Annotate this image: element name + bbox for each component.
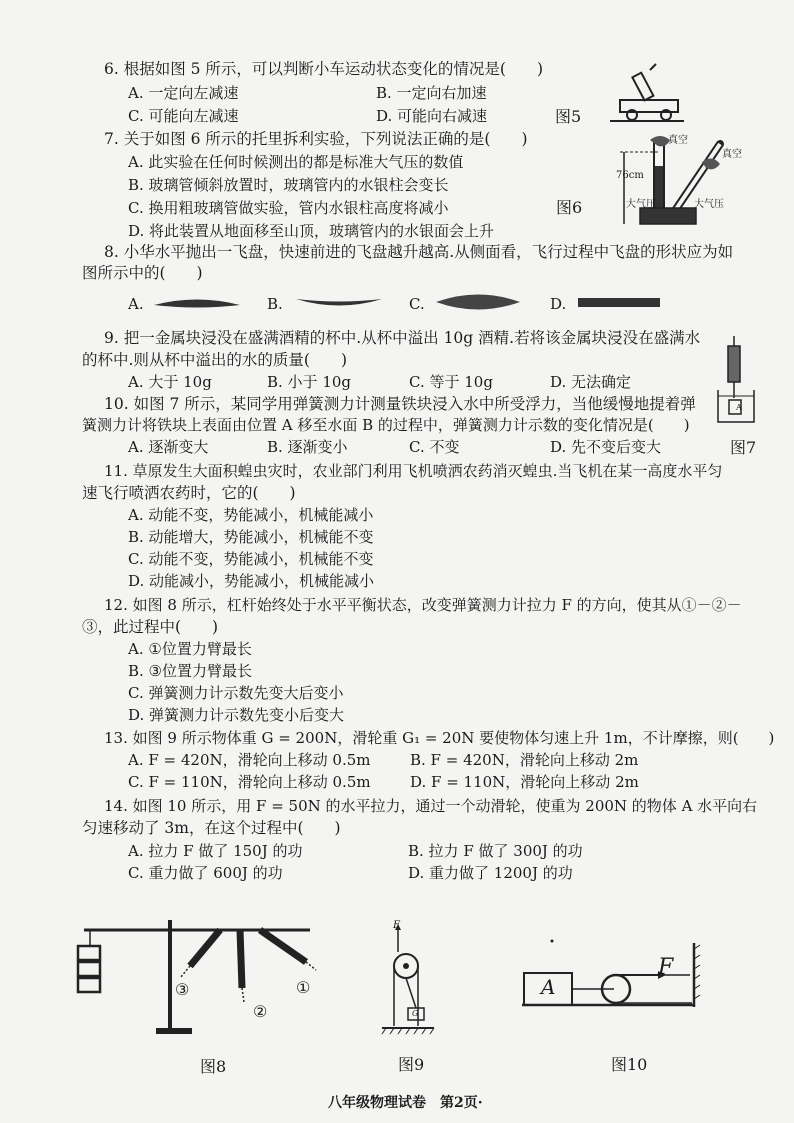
q14-option-a: A. 拉力 F 做了 150J 的功 (128, 842, 303, 860)
fig6-atm-label-left: 大气压 (626, 199, 656, 210)
q8-option-a: A. (128, 295, 144, 313)
q13-option-c: C. F = 110N，滑轮向上移动 0.5m (128, 773, 371, 791)
figure-5-label: 图5 (555, 107, 582, 126)
fig6-atm-label-right: 大气压 (694, 199, 724, 210)
disc-shape-b (294, 294, 384, 312)
q7-option-b: B. 玻璃管倾斜放置时，玻璃管内的水银柱会变长 (128, 176, 449, 194)
q9-option-c: C. 等于 10g (409, 373, 493, 391)
fig10-block-label: A (541, 975, 556, 999)
fig6-height-label: 76cm (616, 170, 644, 181)
q7-option-a: A. 此实验在任何时候测出的都是标准大气压的数值 (128, 153, 464, 171)
q8-option-c: C. (409, 295, 425, 313)
fig9-force-label: F (393, 920, 400, 931)
q12-stem-line-2: ③，此过程中( ) (82, 618, 219, 636)
q12-stem-line-1: 12. 如图 8 所示，杠杆始终处于水平平衡状态，改变弹簧测力计拉力 F 的方向，使其从①－②－ (104, 596, 742, 614)
q12-option-b: B. ③位置力臂最长 (128, 662, 253, 680)
q10-option-b: B. 逐渐变小 (267, 438, 348, 456)
q9-stem-line-2: 的杯中.则从杯中溢出的水的质量( ) (82, 351, 348, 369)
q14-stem-line-1: 14. 如图 10 所示，用 F = 50N 的水平拉力，通过一个动滑轮，使重为 200N 的物体 A 水平向右 (104, 797, 758, 815)
fig6-vacuum-label-left: 真空 (668, 135, 688, 146)
q10-option-a: A. 逐渐变大 (128, 438, 209, 456)
q12-option-c: C. 弹簧测力计示数先变大后变小 (128, 684, 344, 702)
q7-stem: 7. 关于如图 6 所示的托里拆利实验，下列说法正确的是( ) (104, 130, 528, 148)
q10-stem-line-2: 簧测力计将铁块上表面由位置 A 移至水面 B 的过程中，弹簧测力计示数的变化情况是( ) (82, 416, 690, 434)
q11-option-c: C. 动能不变，势能减小，机械能不变 (128, 550, 374, 568)
q12-option-a: A. ①位置力臂最长 (128, 640, 252, 658)
q10-option-c: C. 不变 (409, 438, 460, 456)
q9-option-d: D. 无法确定 (550, 373, 632, 391)
q13-option-a: A. F = 420N，滑轮向上移动 0.5m (128, 751, 371, 769)
figure-7-label: 图7 (730, 438, 757, 457)
q8-stem-line-2: 图所示中的( ) (82, 264, 203, 282)
q13-option-d: D. F = 110N，滑轮向上移动 2m (410, 773, 639, 791)
q13-stem: 13. 如图 9 所示物体重 G = 200N，滑轮重 G₁ = 20N 要使物体匀速上升 1m，不计摩擦，则( ) (104, 729, 775, 747)
q14-option-c: C. 重力做了 600J 的功 (128, 864, 283, 882)
q9-option-a: A. 大于 10g (128, 373, 212, 391)
q14-option-d: D. 重力做了 1200J 的功 (408, 864, 573, 882)
fig9-weight-label: G (412, 1009, 419, 1018)
q12-option-d: D. 弹簧测力计示数先变小后变大 (128, 706, 345, 724)
q8-option-b: B. (267, 295, 283, 313)
q6-stem: 6. 根据如图 5 所示，可以判断小车运动状态变化的情况是( ) (104, 60, 544, 78)
disc-shape-d (576, 294, 662, 312)
q6-option-c: C. 可能向左减速 (128, 107, 239, 125)
fig6-vacuum-label-right: 真空 (722, 149, 742, 160)
q9-stem-line-1: 9. 把一金属块浸没在盛满酒精的杯中.从杯中溢出 10g 酒精.若将该金属块浸没在盛满水 (104, 329, 701, 347)
figure-8-label: 图8 (200, 1057, 227, 1076)
fig10-force-label: F (658, 955, 674, 980)
q11-option-d: D. 动能减小，势能减小，机械能减小 (128, 572, 375, 590)
q13-option-b: B. F = 420N，滑轮向上移动 2m (410, 751, 639, 769)
fig8-mark-1: ① (296, 978, 311, 997)
disc-shape-c (434, 291, 522, 313)
q7-option-c: C. 换用粗玻璃管做实验，管内水银柱高度将减小 (128, 199, 449, 217)
figure-9-label: 图9 (398, 1055, 425, 1074)
q6-option-b: B. 一定向右加速 (376, 84, 487, 102)
fig7-block-letter: A (736, 403, 742, 412)
figure-8-lever (70, 910, 330, 1040)
q9-option-b: B. 小于 10g (267, 373, 352, 391)
fig8-mark-2: ② (253, 1002, 268, 1021)
q11-stem-line-2: 速飞行喷洒农药时，它的( ) (82, 484, 296, 502)
q6-option-a: A. 一定向左减速 (128, 84, 239, 102)
figure-9-pulley (378, 922, 438, 1038)
q8-stem-line-1: 8. 小华水平抛出一飞盘，快速前进的飞盘越升越高.从侧面看，飞行过程中飞盘的形状应为如 (104, 243, 734, 261)
page-footer: 八年级物理试卷 第2页· (328, 1095, 483, 1111)
q10-option-d: D. 先不变后变大 (550, 438, 662, 456)
figure-6-label: 图6 (556, 198, 583, 217)
fig8-mark-3: ③ (175, 980, 190, 999)
q14-option-b: B. 拉力 F 做了 300J 的功 (408, 842, 583, 860)
q11-stem-line-1: 11. 草原发生大面积蝗虫灾时，农业部门利用飞机喷洒农药消灭蝗虫.当飞机在某一高度水平匀 (104, 462, 723, 480)
figure-10-label: 图10 (611, 1055, 648, 1074)
q11-option-b: B. 动能增大，势能减小，机械能不变 (128, 528, 374, 546)
q10-stem-line-1: 10. 如图 7 所示，某同学用弹簧测力计测量铁块浸入水中所受浮力，当他缓慢地提着弹 (104, 395, 696, 413)
q11-option-a: A. 动能不变，势能减小，机械能减小 (128, 506, 374, 524)
disc-shape-a (152, 294, 242, 312)
q7-option-d: D. 将此装置从地面移至山顶，玻璃管内的水银面会上升 (128, 222, 495, 240)
figure-5-cart (600, 62, 690, 124)
q14-stem-line-2: 匀速移动了 3m，在这个过程中( ) (82, 819, 341, 837)
q8-option-d: D. (550, 295, 567, 313)
q6-option-d: D. 可能向右减速 (376, 107, 488, 125)
